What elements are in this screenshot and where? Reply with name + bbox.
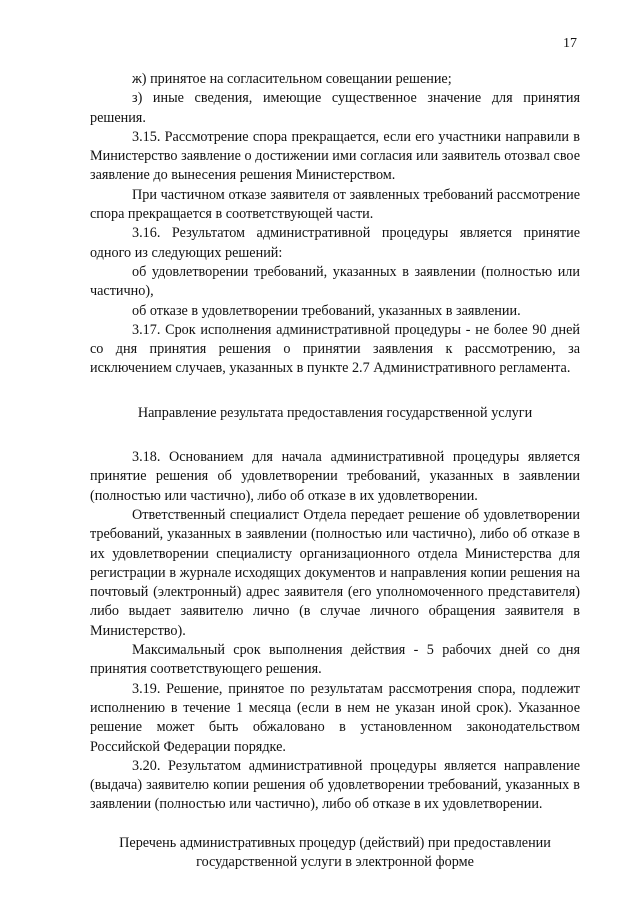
paragraph-item-zh: ж) принятое на согласительном совещании решение; <box>132 71 452 87</box>
section-heading-electronic-procedures <box>90 834 580 873</box>
section-heading-result-delivery: Направление результата предоставления государственной услуги <box>137 404 533 421</box>
paragraph-item-z: з) иные сведения, имеющие существенное значение для принятия решения. <box>90 90 580 126</box>
paragraph-3-17: 3.17. Срок исполнения административной процедуры - не более 90 дней со дня принятия решения о принятии заявления к рассмотрению, за исключением случаев, указанных в пункте 2.7 Административного регламента. <box>90 321 580 377</box>
paragraph-decision-refuse: об отказе в удовлетворении требований, указанных в заявлении. <box>132 302 521 319</box>
paragraph-3-19: 3.19. Решение, принятое по результатам рассмотрения спора, подлежит исполнению в течение 1 месяца (если в нем не указан иной срок). Указанное решение может быть обжаловано в установленном законодательством Российской Федерации порядке. <box>90 680 580 755</box>
paragraph-decision-satisfy: об удовлетворении требований, указанных в заявлении (полностью или частично), <box>90 263 580 300</box>
paragraph-3-15: 3.15. Рассмотрение спора прекращается, если его участники направили в Министерство заявление о достижении ими согласия или заявитель отозвал свое заявление до вынесения решения Министерством. <box>90 128 580 184</box>
paragraph-3-20: 3.20. Результатом административной процедуры является направление (выдача) заявителю копии решения об удовлетворении требований, указанных в заявлении (полностью или частично), либо об отказе в их удовлетворении. <box>90 757 580 813</box>
page-number: 17 <box>563 36 577 51</box>
paragraph-partial-refusal: При частичном отказе заявителя от заявленных требований рассмотрение спора прекращается в соответствующей части. <box>90 186 580 223</box>
section-heading-line-1: Перечень административных процедур (действий) при предоставлении <box>119 834 551 851</box>
section-heading-line-2: государственной услуги в электронной форме <box>196 853 474 870</box>
paragraph-responsible-specialist: Ответственный специалист Отдела передает решение об удовлетворении требований, указанных в заявлении (полностью или частично), либо об отказе в их удовлетворении специалисту организационного отдела Министерства для регистрации в журнале исходящих документов и направления копии решения на почтовый (электронный) адрес заявителя (его уполномоченного представителя) либо выдает заявителю лично (в случае личного обращения заявителя в Министерство). <box>90 506 580 639</box>
paragraph-max-term: Максимальный срок выполнения действия - 5 рабочих дней со дня принятия соответствующего решения. <box>90 642 580 678</box>
paragraph-3-18: 3.18. Основанием для начала административной процедуры является принятие решения об удовлетворении требований, указанных в заявлении (полностью или частично), либо об отказе в их удовлетворении. <box>90 449 580 504</box>
page-body <box>90 70 580 872</box>
paragraph-3-16: 3.16. Результатом административной процедуры является принятие одного из следующих решений: <box>90 225 580 261</box>
